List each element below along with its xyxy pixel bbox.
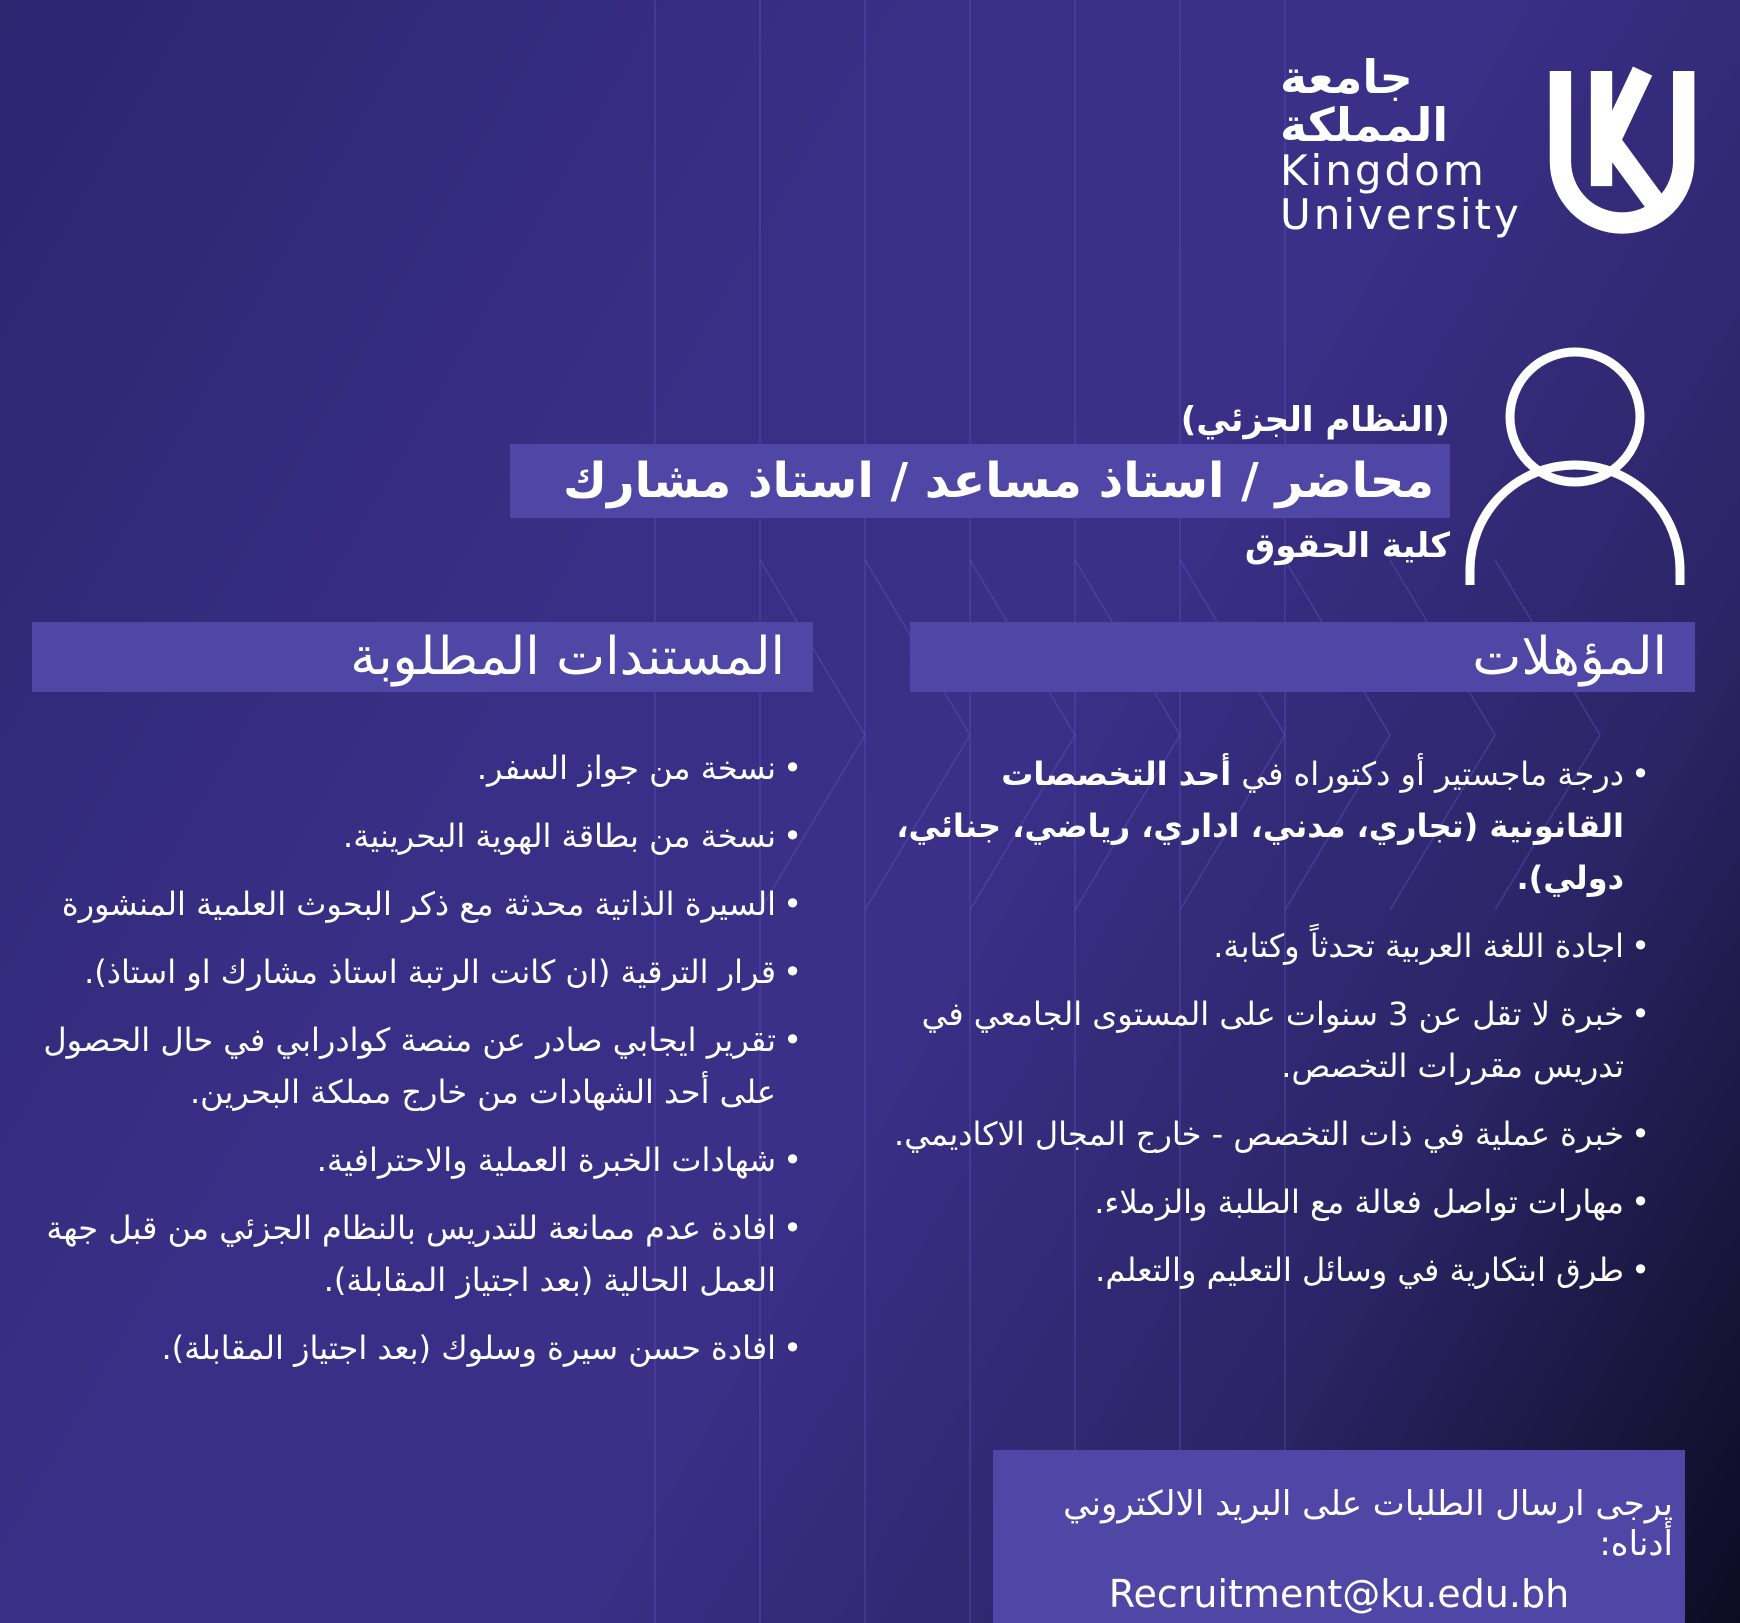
logo-arabic-line1: جامعة bbox=[1280, 49, 1413, 104]
qualifications-list bbox=[890, 748, 1650, 1312]
contact-box bbox=[993, 1450, 1685, 1623]
job-title: محاضر / استاذ مساعد / استاذ مشارك bbox=[510, 444, 1450, 518]
qualifications-title: المؤهلات bbox=[910, 622, 1695, 692]
list-item: • نسخة من بطاقة الهوية البحرينية. bbox=[12, 810, 802, 862]
list-item: • قرار الترقية (ان كانت الرتبة استاذ مشارك او استاذ). bbox=[12, 946, 802, 998]
list-item: • نسخة من جواز السفر. bbox=[12, 742, 802, 794]
logo-english-line1: Kingdom bbox=[1280, 146, 1487, 196]
list-item: • افادة عدم ممانعة للتدريس بالنظام الجزئي من قبل جهة العمل الحالية (بعد اجتياز المقابلة). bbox=[12, 1202, 802, 1306]
system-note: (النظام الجزئي) bbox=[1180, 400, 1450, 440]
list-item: • اجادة اللغة العربية تحدثاً وكتابة. bbox=[890, 920, 1650, 972]
list-item: • خبرة عملية في ذات التخصص - خارج المجال الاكاديمي. bbox=[890, 1108, 1650, 1160]
recruitment-email[interactable]: Recruitment@ku.edu.bh bbox=[1108, 1572, 1570, 1616]
documents-list bbox=[12, 742, 802, 1390]
university-logo bbox=[1280, 40, 1700, 250]
list-item: • طرق ابتكارية في وسائل التعليم والتعلم. bbox=[890, 1244, 1650, 1296]
job-header bbox=[510, 400, 1450, 566]
list-item bbox=[890, 748, 1650, 904]
list-item: • تقرير ايجابي صادر عن منصة كوادرابي في حال الحصول على أحد الشهادات من خارج مملكة البحرين. bbox=[12, 1014, 802, 1118]
logo-arabic-line2: المملكة bbox=[1280, 97, 1449, 152]
college-name: كلية الحقوق bbox=[1244, 526, 1450, 566]
ku-logo-icon bbox=[1544, 45, 1700, 245]
list-item: • مهارات تواصل فعالة مع الطلبة والزملاء. bbox=[890, 1176, 1650, 1228]
qualification-text: درجة ماجستير أو دكتوراه في bbox=[1231, 755, 1624, 793]
person-icon bbox=[1460, 345, 1690, 590]
list-item: • السيرة الذاتية محدثة مع ذكر البحوث العلمية المنشورة bbox=[12, 878, 802, 930]
documents-title: المستندات المطلوبة bbox=[32, 622, 813, 692]
list-item: • شهادات الخبرة العملية والاحترافية. bbox=[12, 1134, 802, 1186]
qualification-bold-text: أحد التخصصات القانونية (تجاري، مدني، اداري، رياضي، جنائي، دولي). bbox=[896, 755, 1624, 897]
logo-english-line2: University bbox=[1280, 190, 1522, 240]
list-item: • خبرة لا تقل عن 3 سنوات على المستوى الجامعي في تدريس مقررات التخصص. bbox=[890, 988, 1650, 1092]
contact-instructions: يرجى ارسال الطلبات على البريد الالكتروني أدناه: bbox=[1063, 1484, 1673, 1564]
list-item: • افادة حسن سيرة وسلوك (بعد اجتياز المقابلة). bbox=[12, 1322, 802, 1374]
